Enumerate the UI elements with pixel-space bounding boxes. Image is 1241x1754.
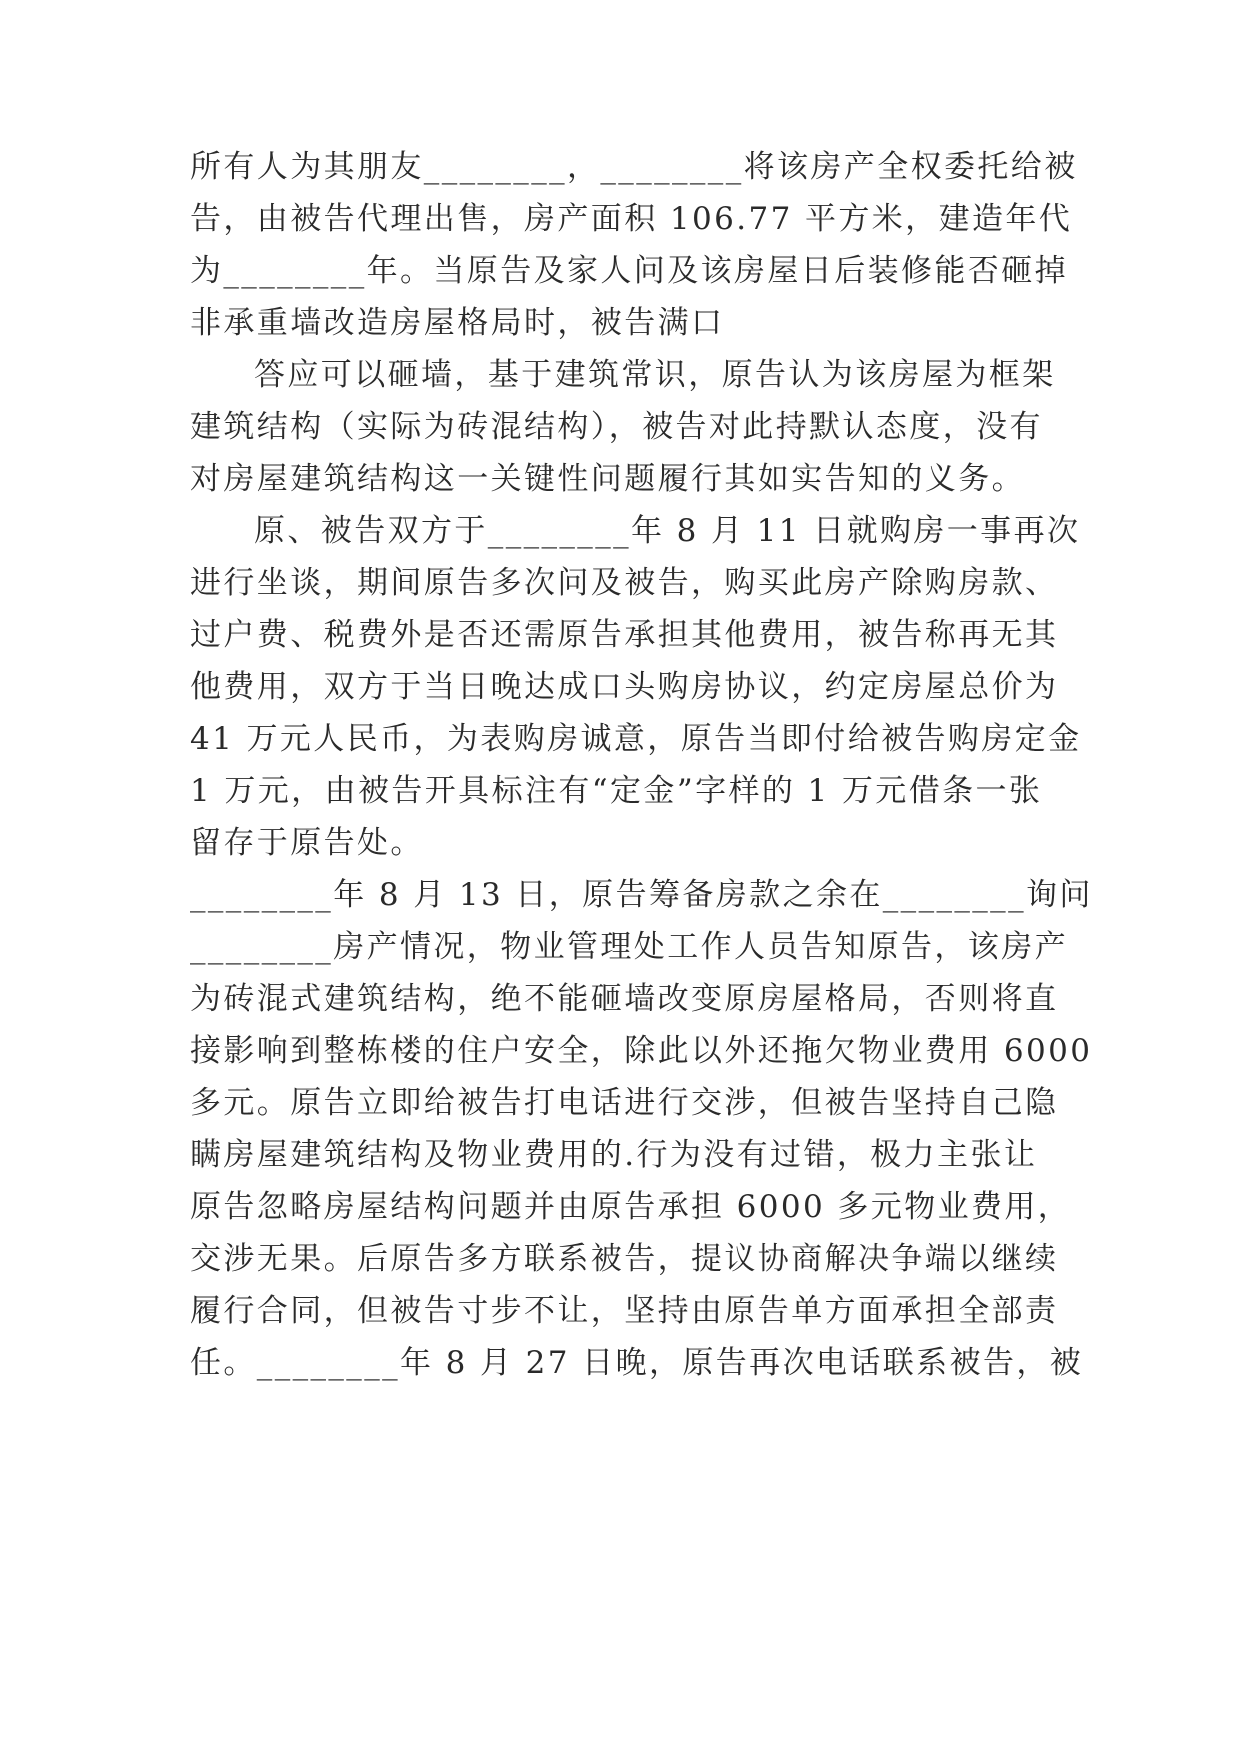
text-line-3: 为________年。当原告及家人问及该房屋日后装修能否砸掉 xyxy=(190,253,1068,289)
text-line-6: 建筑结构（实际为砖混结构），被告对此持默认态度，没有 xyxy=(190,409,1043,445)
text-line-7: 对房屋建筑结构这一关键性问题履行其如实告知的义务。 xyxy=(190,461,1025,497)
text-line-22: 交涉无果。后原告多方联系被告，提议协商解决争端以继续 xyxy=(190,1241,1059,1277)
text-line-15: ________年 8 月 13 日，原告筹备房款之余在________询问 xyxy=(190,877,1093,913)
text-line-18: 接影响到整栋楼的住户安全，除此以外还拖欠物业费用 6000 xyxy=(190,1033,1093,1069)
text-line-20: 瞒房屋建筑结构及物业费用的.行为没有过错，极力主张让 xyxy=(190,1137,1038,1173)
text-line-19: 多元。原告立即给被告打电话进行交涉，但被告坚持自己隐 xyxy=(190,1085,1059,1121)
text-line-1: 所有人为其朋友________，________将该房产全权委托给被 xyxy=(190,149,1078,185)
text-line-16: ________房产情况，物业管理处工作人员告知原告，该房产 xyxy=(190,929,1068,965)
text-line-8: 原、被告双方于________年 8 月 11 日就购房一事再次 xyxy=(254,513,1081,549)
text-line-24: 任。________年 8 月 27 日晚，原告再次电话联系被告，被 xyxy=(190,1345,1084,1381)
text-line-14: 留存于原告处。 xyxy=(190,825,424,861)
text-line-17: 为砖混式建筑结构，绝不能砸墙改变原房屋格局，否则将直 xyxy=(190,981,1059,1017)
text-line-5: 答应可以砸墙，基于建筑常识，原告认为该房屋为框架 xyxy=(254,357,1056,393)
text-line-23: 履行合同，但被告寸步不让，坚持由原告单方面承担全部责 xyxy=(190,1293,1059,1329)
text-line-21: 原告忽略房屋结构问题并由原告承担 6000 多元物业费用， xyxy=(190,1189,1072,1225)
text-line-12: 41 万元人民币，为表购房诚意，原告当即付给被告购房定金 xyxy=(190,721,1082,757)
text-line-11: 他费用，双方于当日晚达成口头购房协议，约定房屋总价为 xyxy=(190,669,1059,705)
text-line-13: 1 万元，由被告开具标注有“定金”字样的 1 万元借条一张 xyxy=(190,773,1043,809)
text-line-2: 告，由被告代理出售，房产面积 106.77 平方米，建造年代 xyxy=(190,201,1073,237)
text-line-9: 进行坐谈，期间原告多次问及被告，购买此房产除购房款、 xyxy=(190,565,1059,601)
text-line-10: 过户费、税费外是否还需原告承担其他费用，被告称再无其 xyxy=(190,617,1059,653)
text-line-4: 非承重墙改造房屋格局时，被告满口 xyxy=(190,305,725,341)
